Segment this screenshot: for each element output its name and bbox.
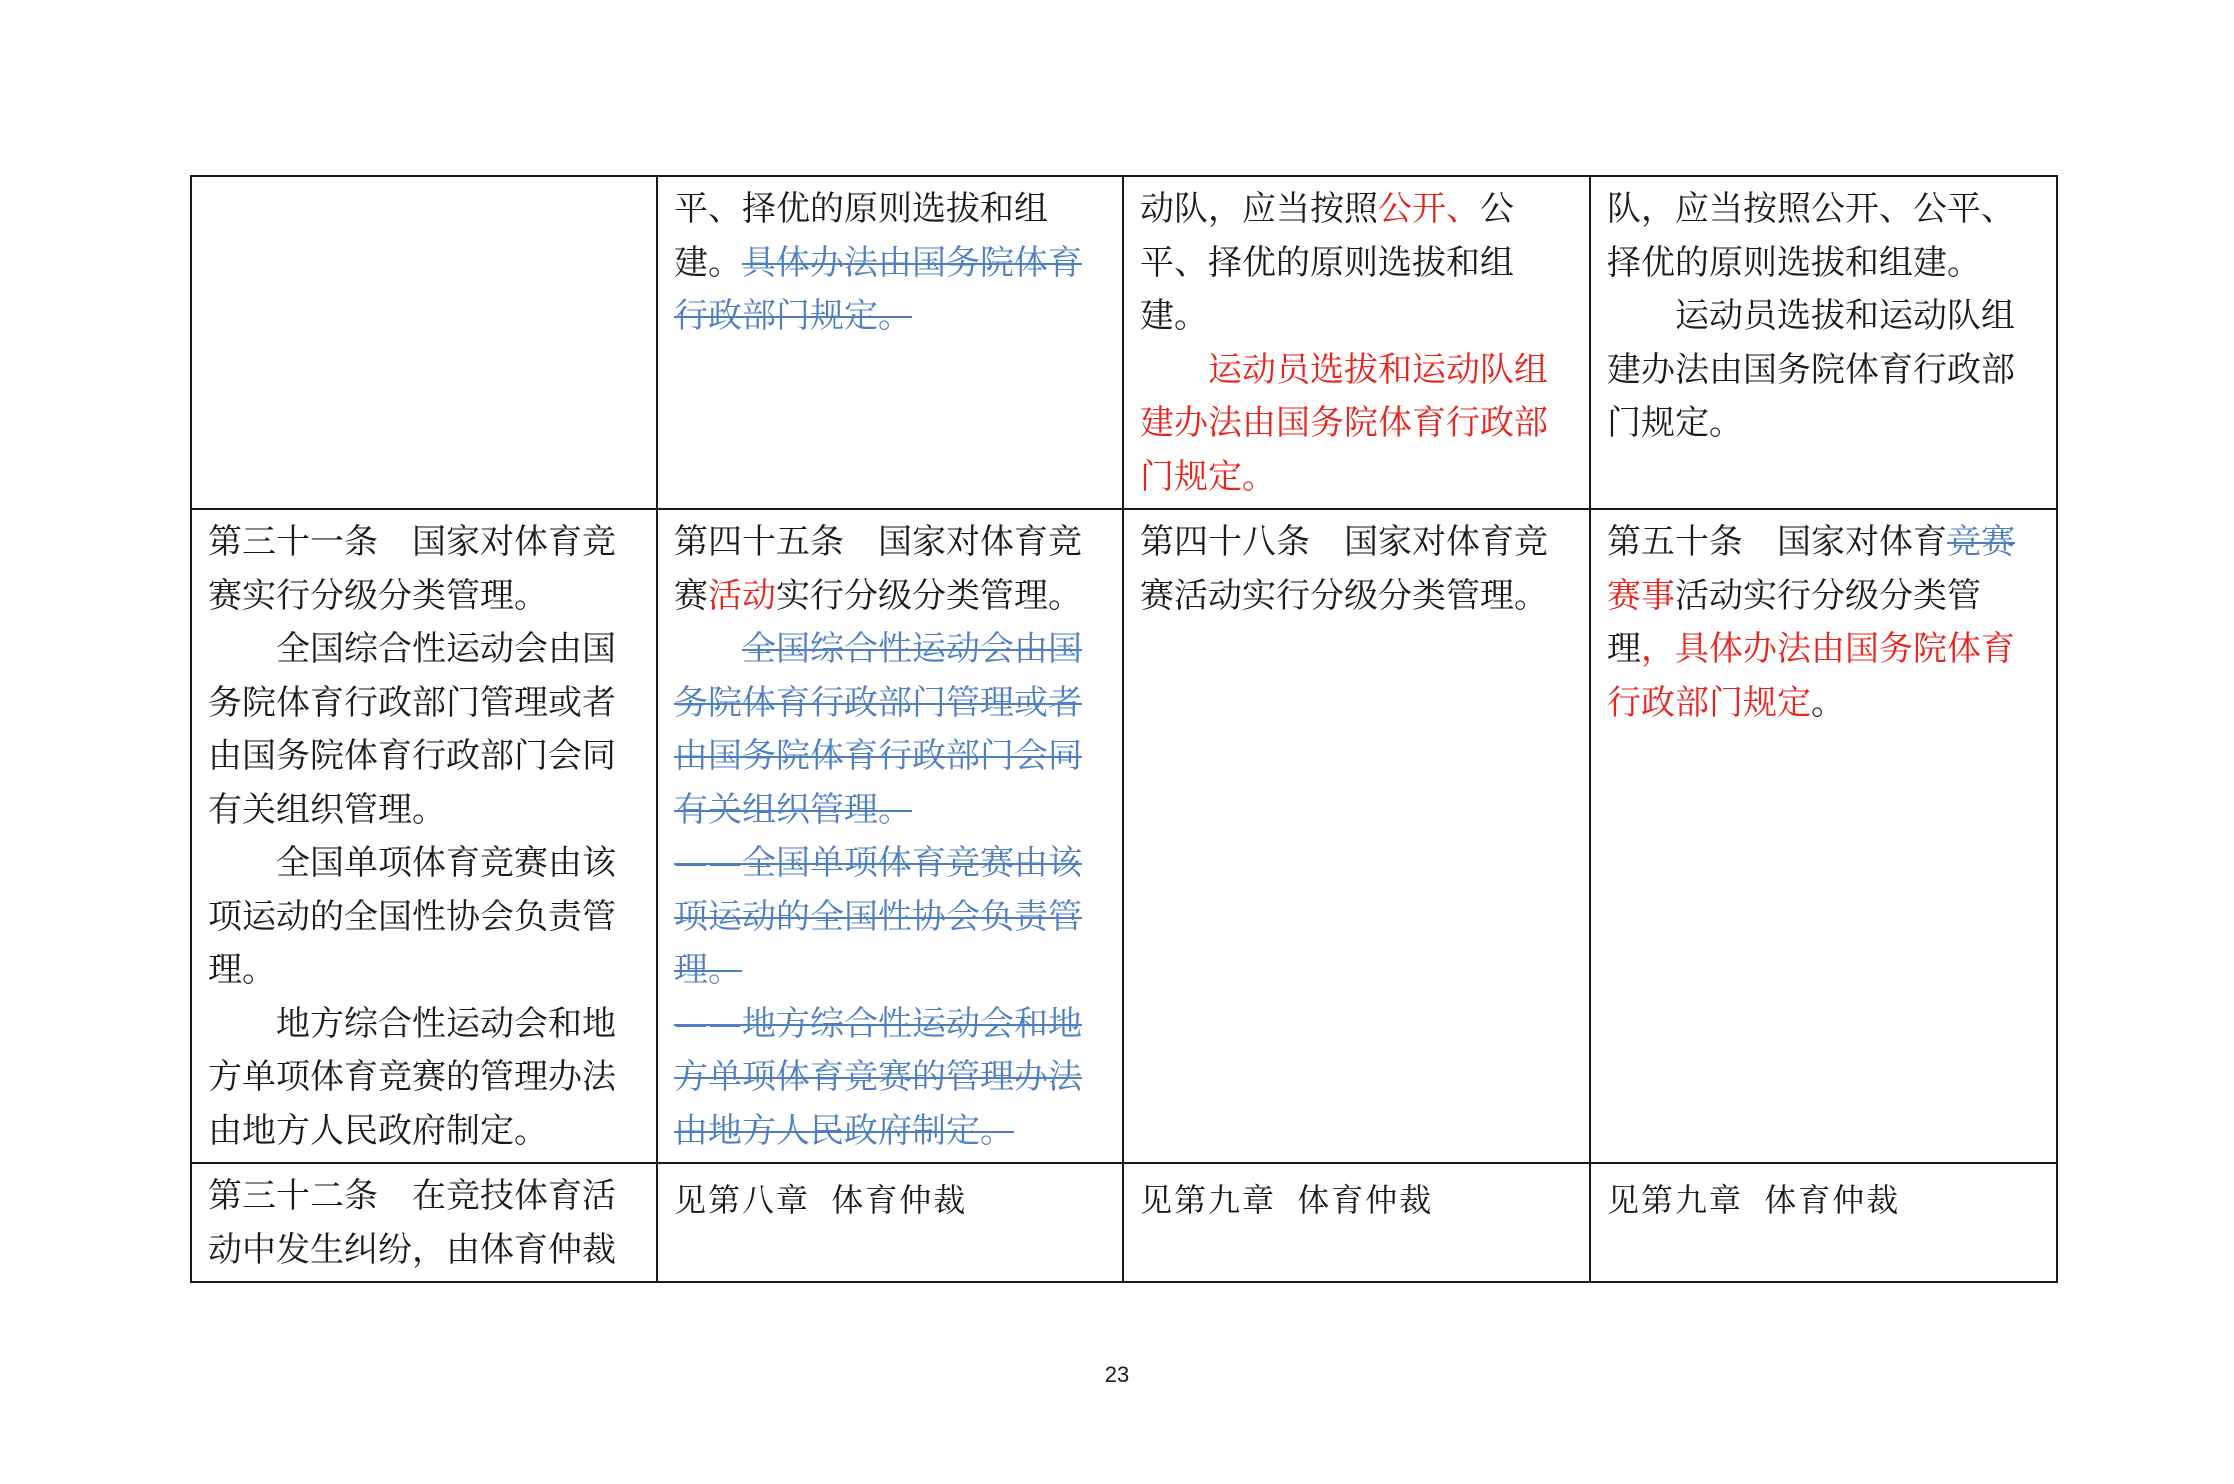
cell-text: 公平、择优的原则选拔和组建。	[1140, 189, 1514, 336]
inserted-text: 公开、	[1378, 189, 1480, 229]
table-cell-r1-c4	[1590, 176, 2057, 509]
deleted-paragraph: ——全国单项体育竞赛由该项运动的全国性协会负责管理。	[674, 843, 1082, 990]
cell-text: 第四十五条 国家对体育竞赛	[674, 522, 1082, 616]
page-number: 23	[1104, 1362, 1130, 1387]
deleted-paragraph: ——地方综合性运动会和地方单项体育竞赛的管理办法由地方人民政府制定。	[674, 1003, 1082, 1151]
deleted-paragraph: 全国综合性运动会由国务院体育行政部门管理或者由国务院体育行政部门会同有关组织管理。	[674, 629, 1082, 830]
cell-paragraph: 运动员选拔和运动队组建办法由国务院体育行政部门规定。	[1607, 296, 2015, 443]
cell-text: 平、择优的原则选拔和组建。	[674, 189, 1048, 283]
table-cell-r1-c3	[1123, 176, 1590, 509]
cell-text: 第五十条 国家对体育	[1607, 522, 1947, 562]
table-cell-r3-c2: 见第八章 体育仲裁	[657, 1163, 1123, 1282]
cell-paragraph: 队，应当按照公开、公平、择优的原则选拔和组建。	[1607, 189, 2015, 283]
table-cell-r2-c2	[657, 509, 1123, 1163]
cell-text: 实行分级分类管理。	[776, 575, 1082, 616]
inserted-text: 赛事	[1607, 575, 1675, 616]
inserted-paragraph: 运动员选拔和运动队组建办法由国务院体育行政部门规定。	[1140, 349, 1548, 497]
table-cell-r1-c2	[657, 176, 1123, 509]
comparison-table	[190, 175, 2058, 1283]
table-cell-r2-c3	[1123, 509, 1590, 1163]
article-paragraph: 地方综合性运动会和地方单项体育竞赛的管理办法由地方人民政府制定。	[208, 1003, 616, 1151]
article-paragraph: 全国单项体育竞赛由该项运动的全国性协会负责管理。	[208, 843, 616, 990]
table-cell-r2-c1	[191, 509, 657, 1163]
cell-text: 动队，应当按照	[1140, 189, 1378, 229]
table-cell-r3-c3: 见第九章 体育仲裁	[1123, 1163, 1590, 1282]
table-row	[191, 509, 2057, 1163]
table-cell-r1-c1	[191, 176, 657, 509]
article-paragraph: 第四十八条 国家对体育竞赛活动实行分级分类管理。	[1140, 522, 1548, 616]
table-cell-r3-c4: 见第九章 体育仲裁	[1590, 1163, 2057, 1282]
deleted-text: 具体办法由国务院体育行政部门规定。	[674, 242, 1082, 336]
inserted-text: ，具体办法由国务院体育行政部门规定	[1607, 629, 2015, 723]
cell-text: 。	[1811, 682, 1845, 723]
inserted-text: 活动	[708, 575, 776, 616]
table-row	[191, 1163, 2057, 1282]
cell-text: 活动实行分级分类管理	[1607, 575, 1981, 669]
deleted-text: 竞赛	[1947, 522, 2015, 562]
article-paragraph: 全国综合性运动会由国务院体育行政部门管理或者由国务院体育行政部门会同有关组织管理。	[208, 629, 616, 830]
table-cell-r3-c1: 第三十二条 在竞技体育活动中发生纠纷，由体育仲裁	[191, 1163, 657, 1282]
article-paragraph: 第三十一条 国家对体育竞赛实行分级分类管理。	[208, 522, 616, 616]
table-cell-r2-c4	[1590, 509, 2057, 1163]
table-row	[191, 176, 2057, 509]
